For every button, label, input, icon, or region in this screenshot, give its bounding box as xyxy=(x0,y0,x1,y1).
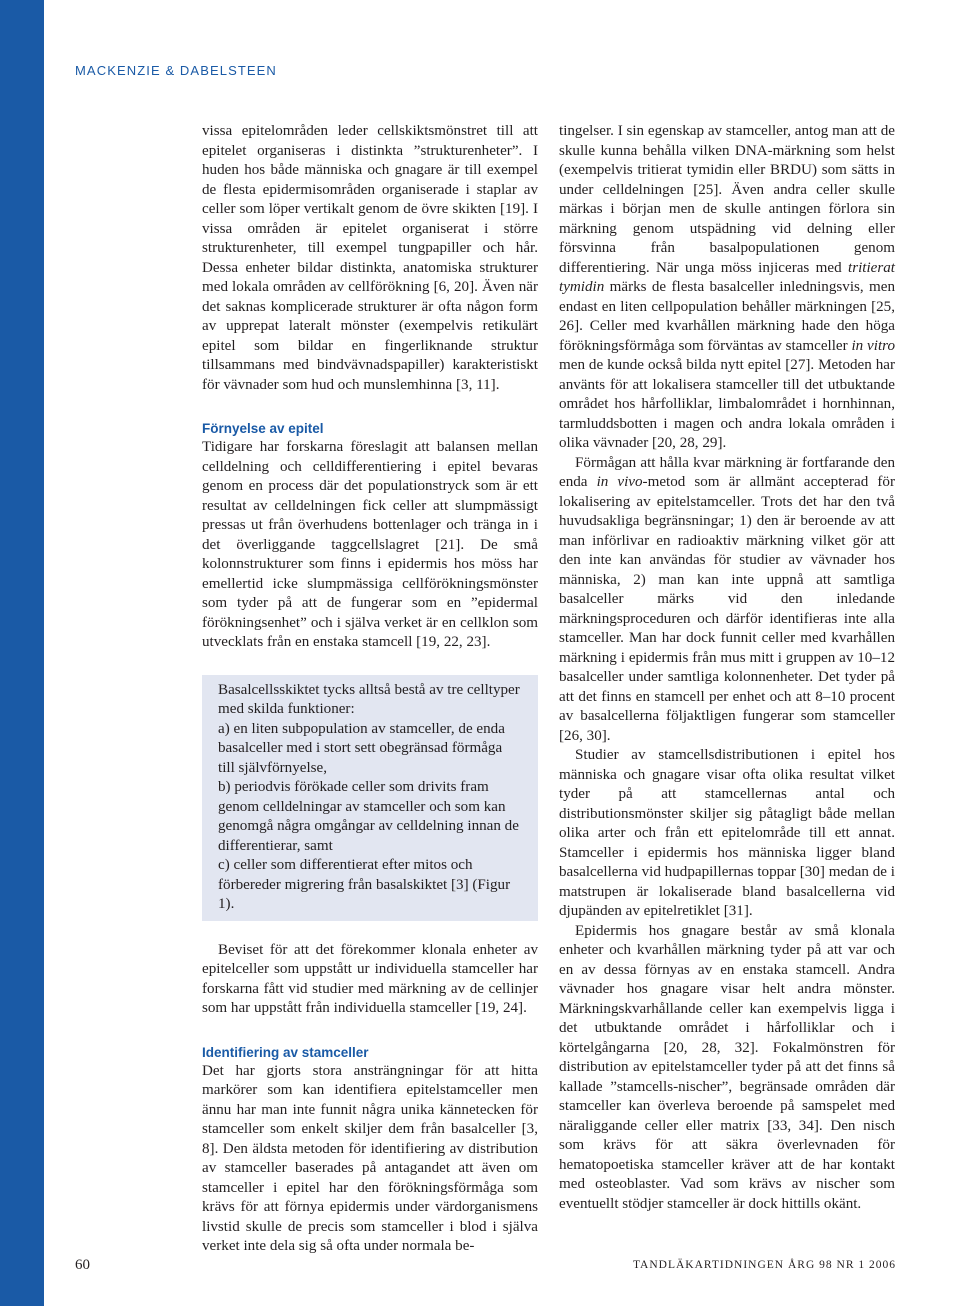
box-intro: Basalcellsskiktet tycks alltså bestå av tre celltyper med skilda funktioner: xyxy=(218,681,520,717)
box-item-c: c) celler som differentierat efter mitos och förbereder migrering från basalskiktet [3] (Figur 1). xyxy=(218,857,511,912)
box-item-b: b) periodvis förökade celler som drivits fram genom celldelningar av stamceller och som kan genomgå några omgångar av celldelning innan de differentierar, samt xyxy=(218,779,519,854)
body-paragraph: Förmågan att hålla kvar märkning är fortfarande den enda in vivo-metod som är allmänt accepterad för lokalisering av epitelstamceller. Trots det har den två huvudsakliga begränsningar; 1) den är beroende av att man införlivar en radioaktiv märkning vilket gör att den inte kan användas för studier av vävnader hos människa, 2) man kan inte uppnå att samtliga basalceller märks vid den inledande märkningsproceduren och därför identifieras inte alla stamceller. Man har dock funnit celler med kvarhållen märkning i epidermis från mus mitt i gruppen av 10–12 basalceller under samtliga kolonnenheter. Det tyder på att det finns en stamcell per enhet och att 8–10 procent av basalcellerna följaktligen fungerar som stamceller [26, 30]. xyxy=(559,454,895,744)
page-number: 60 xyxy=(75,1257,90,1273)
body-paragraph: vissa epitelområden leder cellskiktsmönstret till att epitelet organiseras i distinkta ”strukturenheter”. I huden hos både människa och gnagare är till exempel de flesta epidermisområden organiserade i staplar av celler som löper vertikalt genom de övre skikten [19]. I vissa områden är epitelet organiserat i större strukturenheter, till exempel tungpapiller och hår. Dessa enheter bildar distinkta, anatomiska strukturer med lokala områden av cellförökning [6, 20]. Även när det saknas komplicerade strukturer är ofta någon form av upprepat lateralt mönster (exempelvis retikulärt epitel som bildar en fingerliknande struktur tillsammans med bindvävnadspapiller) karakteristiskt för vävnader som hud och munslemhinna [3, 11]. xyxy=(202,123,538,393)
right-column xyxy=(559,122,895,1214)
side-color-bar xyxy=(0,0,44,1306)
left-column xyxy=(202,122,538,1257)
body-paragraph: Epidermis hos gnagare består av små klonala enheter och kvarhållen märkning tyder på att var och en av dessa förnyas av en enstaka stamcell. Andra vävnader hos gnagare visar helt andra mönster. Märkningskvarhållande celler kan exempelvis ligga i det utbuktande området i hårfolliklar och i körtelgångarna [20, 28, 32]. Fokalmönstren för distribution av epitelstamceller tyder på att det finns så kallade ”stamcells-nischer”, begränsade områden där stamceller kan överleva beroende på samspelet med näraliggande celler eller matrix [33, 34]. Den nisch som krävs för att säkra överlevnaden för hematopoetiska stamceller kräver att de har kontakt med osteoblaster. Vad som krävs av nischer som eventuellt stödjer stamceller är dock hittills okänt. xyxy=(559,922,895,1212)
section-heading: Identifiering av stamceller xyxy=(202,1044,369,1060)
section-heading: Förnyelse av epitel xyxy=(202,421,324,436)
body-paragraph: Beviset för att det förekommer klonala enheter av epitelceller som uppstått ur individuella stamceller har forskarna fått vid studier med märkning av de cellinjer som har uppstått från individuella stamceller [19, 24]. xyxy=(202,941,538,1016)
body-paragraph: Tidigare har forskarna föreslagit att balansen mellan celldelning och celldifferentiering i epitel bevaras genom en process där det populationstryck som är ett resultat av celldelningen fick celler att slumpmässigt pressas ut från överhudens bottenlager och tränga in i det överliggande taggcellslagret [21]. De små kolonnstrukturer som finns i epidermis hos möss har emellertid icke slumpmässiga cellförökningsmönster som tyder på att de fungerar som en ”epidermal förökningsenhet” och i själva verket är en cellklon som utvecklats från en enstaka stamcell [19, 22, 23]. xyxy=(202,439,538,650)
body-paragraph: Det har gjorts stora ansträngningar för att hitta markörer som kan identifiera epitelstamceller men ännu har man inte funnit några unika kännetecken för stamceller som enkelt skiljer dem från basalceller [3, 8]. Den äldsta metoden för identifiering av distribution av stamceller baserades på antagandet att även om stamceller i epitel har den förökningsförmåga som krävs för att förnya epidermis under värdorganismens livstid skulle de precis som stamceller i blod i själva verket inte dela sig så ofta under normala be- xyxy=(202,1062,538,1254)
journal-footer: TANDLÄKARTIDNINGEN ÅRG 98 NR 1 2006 xyxy=(632,1259,896,1271)
body-paragraph: Studier av stamcellsdistributionen i epitel hos människa och gnagare visar ofta olika resultat vilket tyder på att stamcellernas antal och distributionsmönster skiljer sig påtagligt både mellan olika arter och från ett epitelområde till ett annat. Stamceller i epidermis hos människa ligger bland basalcellerna vid hudpapillernas toppar [30] medan de i matstrupen är lokaliserade bland basalcellerna vid djupänden av epitelretiklet [31]. xyxy=(559,747,895,919)
running-head: MACKENZIE & DABELSTEEN xyxy=(75,63,277,78)
box-item-a: a) en liten subpopulation av stamceller, de enda basalceller med i stort sett obegränsad förmåga till självförnyelse, xyxy=(218,720,505,776)
summary-box xyxy=(202,675,538,921)
body-paragraph: tingelser. I sin egenskap av stamceller, antog man att de skulle kunna behålla vilken DNA-märkning som helst (exempelvis tritierat tymidin eller BRDU) som sätts in under celldelningen [25]. Även andra celler skulle märkas i början men de skulle antingen förlora sin märkning genom utspädning vid delning eller försvinna från basalpopulationen genom differentiering. När unga möss injiceras med tritierat tymidin märks de flesta basalceller inledningsvis, men endast en liten cellpopulation behåller märkningen [25, 26]. Celler med kvarhållen märkning hade den höga förökningsförmåga som förväntas av stamceller in vitro men de kunde också bilda nytt epitel [27]. Metoden har använts för att lokalisera stamceller till det utbuktande området hos hårfolliklar, limbalområdet i hornhinnan, tarmluddsbotten i magen och andra lokala områden i olika vävnader [20, 28, 29]. xyxy=(559,123,895,451)
